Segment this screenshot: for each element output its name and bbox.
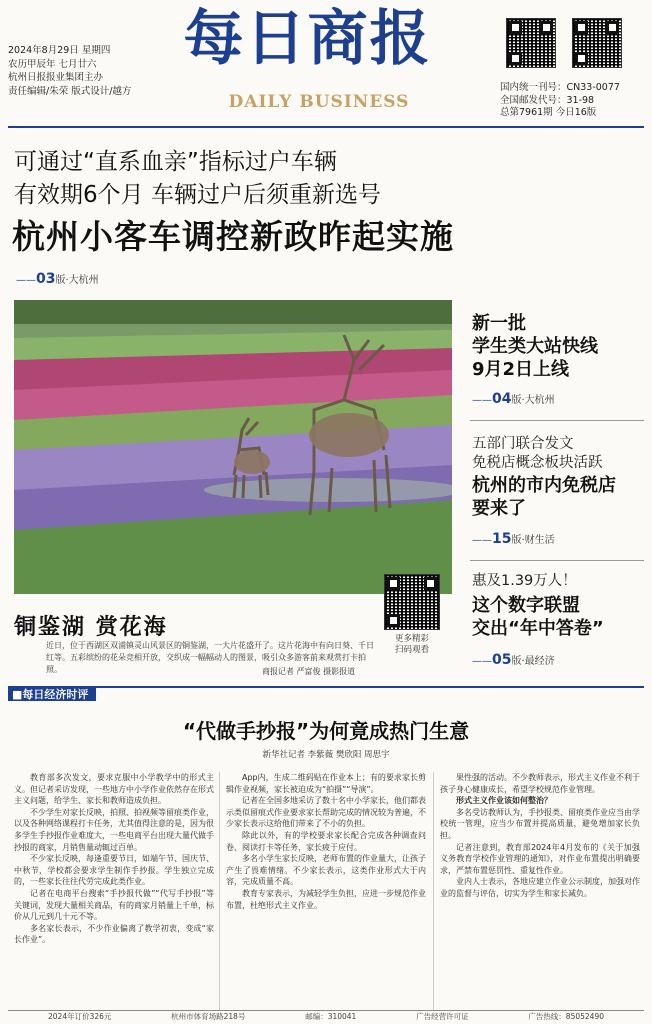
section-tag-label: 每日经济时评 — [22, 688, 89, 701]
article-byline: 新华社记者 李紫薇 樊欣阳 周思宇 — [262, 750, 390, 760]
main-headline[interactable]: 杭州小客车调控新政昨起实施 — [12, 217, 454, 256]
photo-credit: 商报记者 严富俊 摄影报道 — [262, 667, 356, 676]
paragraph: 果性强的活动。不少教师表示，形式主义作业不利于孩子身心健康成长，希望学校规范作业管理。 — [440, 773, 640, 794]
teaser-2-line: 要来了 — [472, 498, 526, 519]
page-section: 版·大杭州 — [55, 275, 99, 286]
paragraph: App内，生成二维码贴在作业本上；有的要求家长剪辑作业视频，家长被迫成为“拍摄”“导演”。 — [226, 773, 426, 794]
cn-number: 国内统一刊号：CN33-0077 — [500, 82, 620, 93]
subheadline-2[interactable]: 有效期6个月 车辆过户后须重新选号 — [14, 182, 381, 208]
subheadline-1[interactable]: 可通过“直系血亲”指标过户车辆 — [14, 149, 337, 175]
footer-license: 广告经营许可证 — [416, 1012, 469, 1021]
paragraph: 记者在电商平台搜索“手抄报代做”“代写手抄报”等关键词，发现大量相关商品，有的商家月销量上千单，标价从几元到几十元不等。 — [14, 888, 214, 922]
lead-photo — [14, 300, 452, 594]
paragraph: 形式主义作业该如何整治？ — [456, 796, 552, 806]
paragraph: 教育专家表示，为减轻学生负担，应进一步规范作业布置，杜绝形式主义作业。 — [226, 888, 426, 910]
qr-code-icon[interactable] — [506, 18, 556, 68]
teaser-2-sub — [472, 435, 647, 473]
photo-caption-text: 近日，位于西湖区双浦镇灵山风景区的铜鉴湖，一大片花盛开了。这片花海中有向日葵、千日红等。五彩缤纷的花朵竞相开放，交织成一幅幅动人的图景，吸引众多游客前来观赏打卡拍照。 — [46, 641, 374, 674]
masthead-english: DAILY BUSINESS — [228, 92, 410, 112]
qr-label-line: 扫码观看 — [394, 645, 429, 655]
paragraph: 不少学生对家长反映，拍照、拍视频等留痕类作业，以及各种网络课程打卡任务，尤其值得注意的是，因为很多学生手抄报作业难度大，一些电商平台出现大量代做手抄报的商家，月销售量动辄过百单。 — [14, 807, 214, 852]
teaser-1-pageref[interactable]: ——04版·大杭州 — [472, 391, 555, 407]
footer-address: 杭州市体育场路218号 — [171, 1012, 246, 1021]
footer-price: 2024年订价326元 — [48, 1012, 112, 1021]
teaser-3-sub-line: 惠及1.39万人！ — [472, 573, 577, 589]
edition-info — [8, 44, 168, 98]
issue-number: 总第7961期 今日16版 — [500, 107, 597, 118]
page-section: 版·最经济 — [511, 656, 555, 667]
teaser-3-line: 交出“年中答卷” — [472, 618, 604, 639]
article-column-2 — [226, 772, 426, 911]
qr-label-line: 更多精彩 — [394, 634, 429, 644]
teaser-2-pageref[interactable]: ——15版·财生活 — [472, 531, 555, 547]
section-rule — [8, 686, 644, 701]
paragraph: 教育部多次发文，要求克服中小学教学中的形式主义。但记者采访发现，一些地方中小学作业依然存在形式主义问题，给学生、家长和教师造成负担。 — [14, 773, 214, 806]
flower-field-photo — [14, 300, 452, 594]
teaser-3-title[interactable] — [472, 594, 647, 640]
masthead-divider — [8, 126, 644, 128]
sponsor-text: 杭州日报报业集团主办 — [8, 72, 104, 84]
teaser-1-line: 新一批 — [472, 313, 526, 334]
square-icon: ■ — [12, 688, 23, 701]
paragraph: 多名家长表示，不少作业偏离了教学初衷，变成“家长作业”。 — [14, 923, 214, 945]
paragraph: 不少家长反映，每逢重要节日，如端午节、国庆节、中秋节，学校都会要求学生制作手抄报。学生独立完成的，一些家长往往代劳完成此类作业。 — [14, 854, 214, 887]
footer — [8, 1010, 644, 1022]
teaser-2-sub-line: 五部门联合发文 — [472, 436, 574, 452]
teaser-1-title[interactable] — [472, 312, 647, 381]
section-tag — [8, 688, 96, 701]
paragraph: 多名小学生家长反映，老师布置的作业量大，让孩子产生了畏难情绪。不少家长表示，这类作业形式大于内容，完成质量不高。 — [226, 854, 426, 887]
footer-postcode: 邮编：310041 — [305, 1012, 357, 1021]
issue-date: 2024年8月29日 星期四 — [8, 45, 111, 56]
qr-code-icon[interactable] — [572, 18, 622, 68]
postal-code: 全国邮发代号：31-98 — [500, 94, 595, 106]
divider — [470, 420, 644, 421]
page-number: 15 — [492, 531, 512, 547]
footer-phone: 广告热线：85052490 — [528, 1012, 604, 1021]
article-title[interactable]: “代做手抄报”为何竟成热门生意 — [182, 719, 470, 743]
teaser-2-line: 杭州的市内免税店 — [472, 475, 616, 496]
paragraph: 记者注意到，教育部2024年4月发布的《关于加强义务教育学校作业管理的通知》，对作业布置提出明确要求，严禁布置惩罚性、重复性作业。 — [440, 842, 640, 875]
paragraph: 业内人士表示，各地应建立作业公示制度，加强对作业的监督与评估，切实为学生和家长减负。 — [440, 877, 640, 898]
column-divider — [433, 772, 434, 1010]
teaser-3-line: 这个数字联盟 — [472, 595, 580, 616]
masthead — [160, 2, 455, 76]
article-column-3 — [440, 772, 640, 900]
page-number: 03 — [36, 271, 56, 287]
teaser-2-title[interactable] — [472, 474, 647, 520]
page-section: 版·财生活 — [511, 535, 555, 546]
page-section: 版·大杭州 — [511, 395, 555, 406]
paragraph: 除此以外，有的学校要求家长配合完成各种调查问卷、阅读打卡等任务，家长疲于应付。 — [226, 830, 426, 852]
page-reference[interactable]: ——03版·大杭州 — [16, 271, 99, 287]
teaser-3-sub — [472, 572, 647, 591]
teaser-2-sub-line: 免税店概念板块活跃 — [472, 455, 603, 471]
masthead-title: 每日商报 — [183, 4, 432, 74]
page-number: 04 — [492, 391, 512, 407]
teaser-3-pageref[interactable]: ——05版·最经济 — [472, 652, 555, 668]
paragraph: 记者在全国多地采访了数十名中小学家长，他们都表示类似留痕式作业要求家长帮助完成的情况较为普遍，不少家长表示这给他们带来了不小的负担。 — [226, 796, 426, 829]
article-column-1 — [14, 772, 214, 946]
column-divider — [219, 772, 220, 1010]
qr-label — [384, 634, 440, 656]
teaser-1-line: 学生类大站快线 — [472, 336, 598, 357]
qr-code-icon[interactable] — [384, 574, 440, 630]
editor-credits: 责任编辑/朱荣 版式设计/越方 — [8, 85, 132, 97]
paragraph: 多名受访教师认为，手抄报类、留痕类作业应当由学校统一管理，应当少布置并提高质量，避免增加家长负担。 — [440, 807, 640, 840]
lunar-date: 农历甲辰年 七月廿六 — [8, 58, 97, 70]
teaser-1-line: 9月2日上线 — [472, 359, 570, 380]
publication-info — [500, 82, 650, 120]
divider — [470, 560, 644, 561]
photo-caption-title: 铜鉴湖 赏花海 — [14, 615, 168, 640]
page-number: 05 — [492, 652, 512, 668]
